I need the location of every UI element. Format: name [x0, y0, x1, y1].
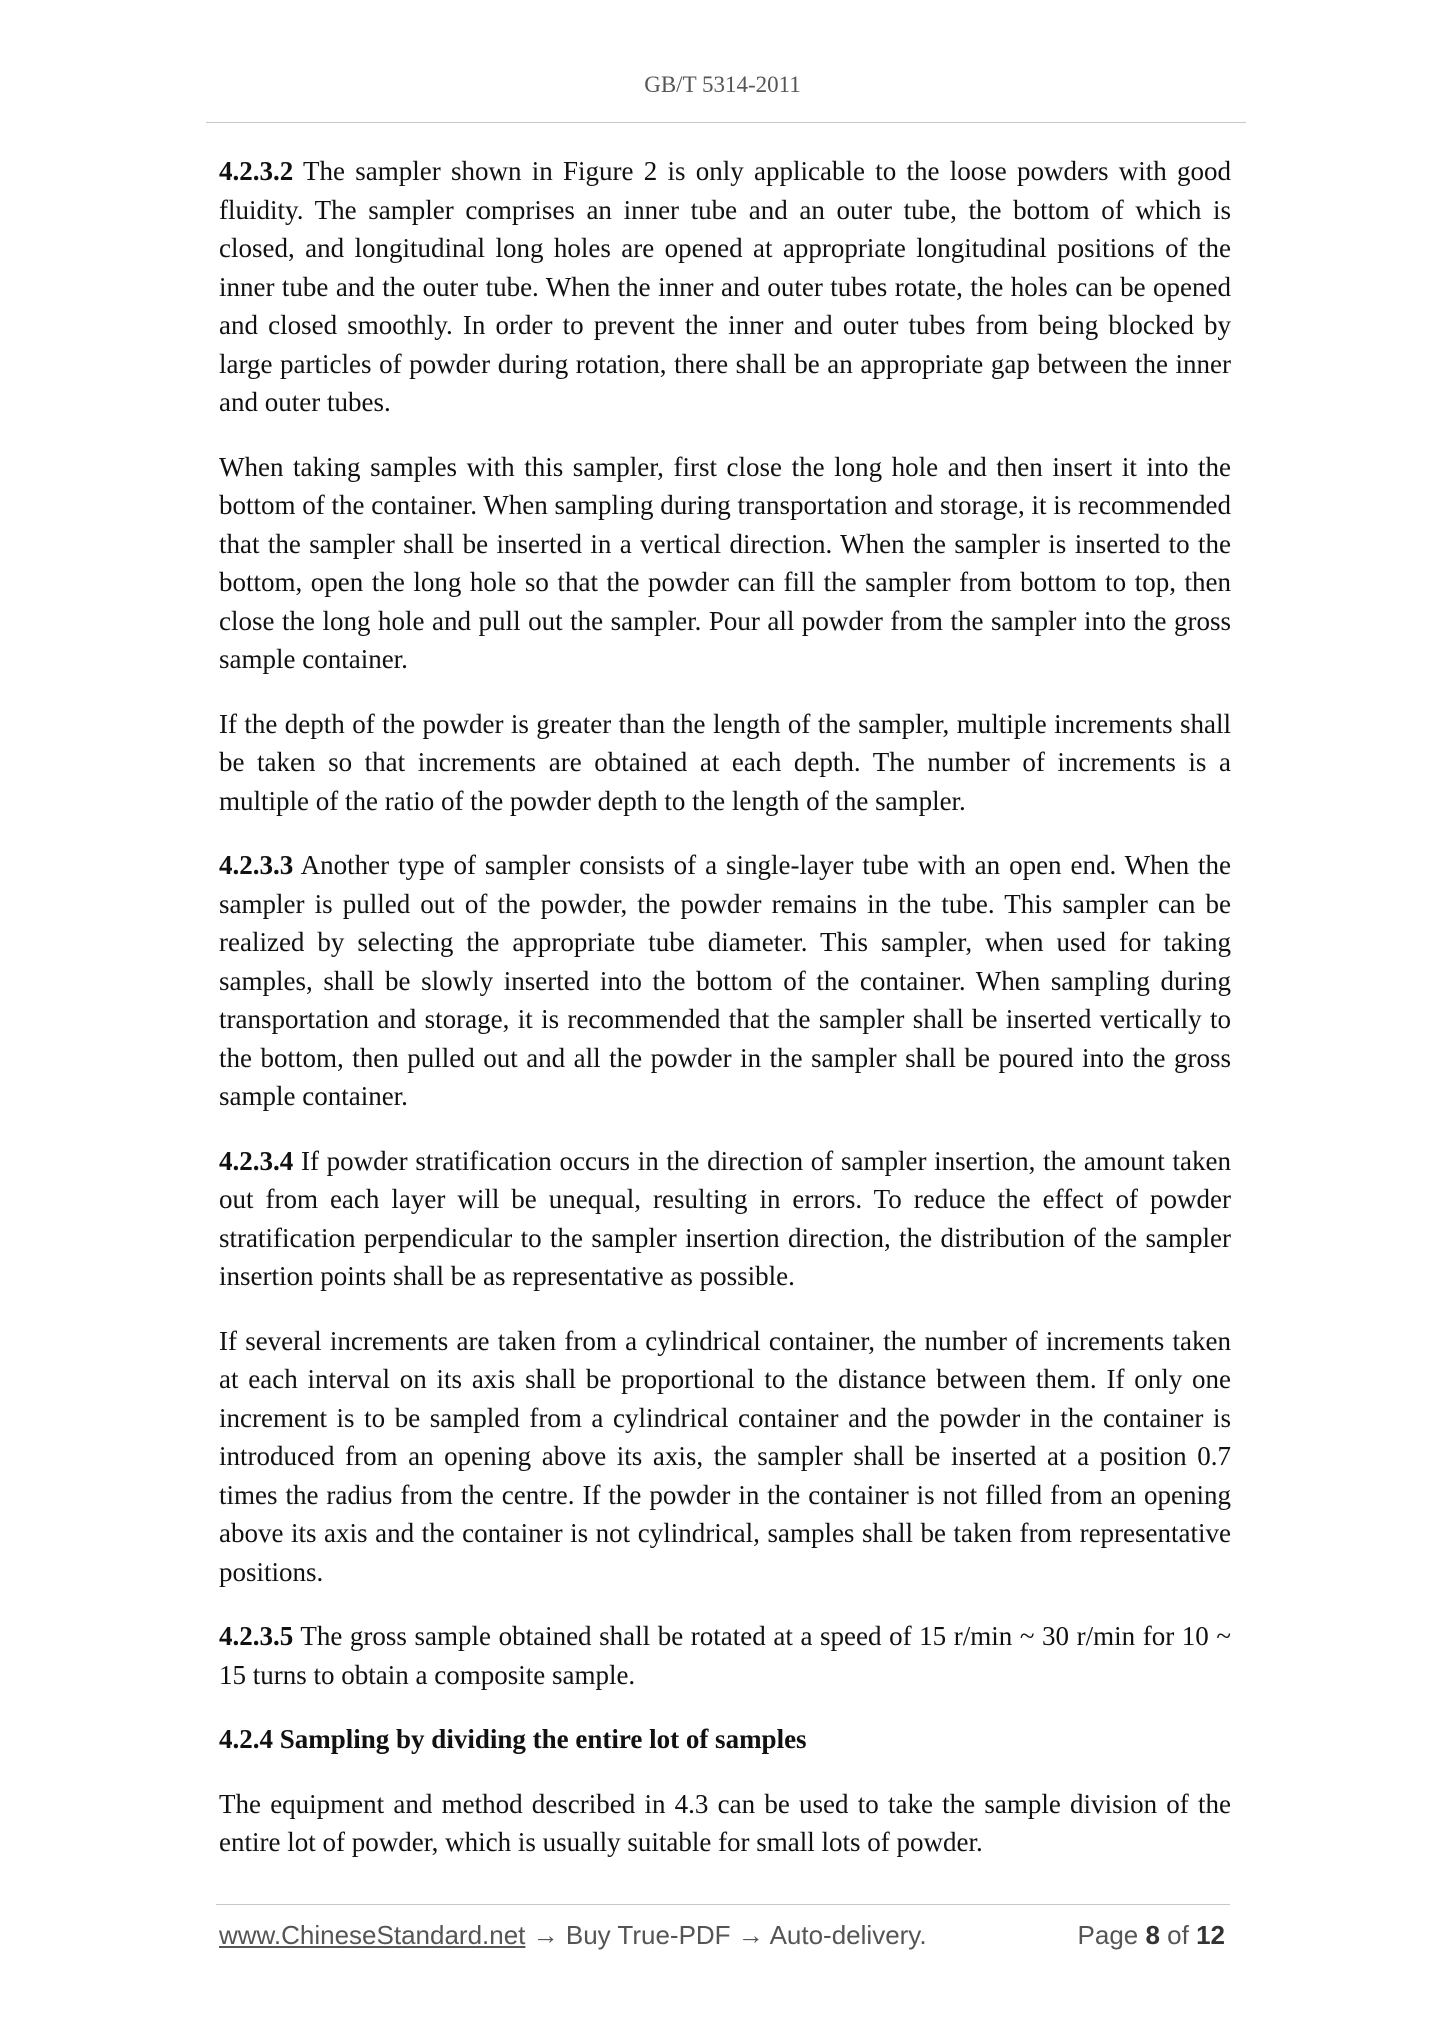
header-divider — [206, 122, 1246, 123]
paragraph-text: If several increments are taken from a cylindrical container, the number of increments taken at each interval on its axis shall be proportional to the distance between them. If only one increment is to be sampled from a cylindrical container and the powder in the container is introduced from an opening above its axis, the sampler shall be inserted at a position 0.7 times the radius from the centre. If the powder in the container is not filled from an opening above its axis and the container is not cylindrical, samples shall be taken from representative positions. — [219, 1325, 1231, 1587]
paragraph-text: If the depth of the powder is greater than the length of the sampler, multiple increments shall be taken so that increments are obtained at each depth. The number of increments is a multiple of the ratio of the powder depth to the length of the sampler. — [219, 708, 1231, 816]
clause-number: 4.2.3.2 — [219, 156, 294, 186]
clause-number: 4.2.3.4 — [219, 1145, 294, 1176]
document-id: GB/T 5314-2011 — [644, 72, 801, 97]
paragraph-text: When taking samples with this sampler, first close the long hole and then insert it into the bottom of the container. When sampling during transportation and storage, it is recommended that the sampler shall be inserted in a vertical direction. When the sampler is inserted to the bottom, open the long hole so that the powder can fill the sampler from bottom to top, then close the long hole and pull out the sampler. Pour all powder from the sampler into the gross sample container. — [219, 451, 1231, 674]
paragraph-text: If powder stratification occurs in the direction of sampler insertion, the amount taken out from each layer will be unequal, resulting in errors. To reduce the effect of powder stratification perpendicular to the sampler insertion direction, the distribution of the sampler insertion points shall be as representative as possible. — [219, 1145, 1231, 1291]
page-indicator — [1078, 1920, 1225, 1951]
paragraph-multiple-increments — [219, 705, 1231, 821]
footer-divider — [216, 1904, 1230, 1905]
paragraph-4-2-3-3 — [219, 846, 1231, 1116]
paragraph-text: The sampler shown in Figure 2 is only applicable to the loose powders with good fluidity. The sampler comprises an inner tube and an outer tube, the bottom of which is closed, and longitudinal long holes are opened at appropriate longitudinal positions of the inner tube and the outer tube. When the inner and outer tubes rotate, the holes can be opened and closed smoothly. In order to prevent the inner and outer tubes from being blocked by large particles of powder during rotation, there shall be an appropriate gap between the inner and outer tubes. — [219, 156, 1231, 417]
footer-promo — [219, 1920, 927, 1951]
page-label: Page — [1077, 1920, 1146, 1950]
footer-tagline: → Buy True-PDF → Auto-delivery. — [525, 1920, 927, 1950]
clause-number: 4.2.3.3 — [219, 850, 294, 880]
paragraph-4-2-3-4 — [219, 1142, 1231, 1296]
paragraph-sample-division: The equipment and method described in 4.3 can be used to take the sample division of the entire lot of powder, which is usually suitable for small lots of powder. — [219, 1788, 1231, 1857]
section-heading: 4.2.4 Sampling by dividing the entire lot of samples — [219, 1724, 807, 1754]
paragraph-4-2-3-5 — [219, 1617, 1231, 1694]
document-body — [219, 152, 1231, 1888]
paragraph-text: Another type of sampler consists of a single-layer tube with an open end. When the sampler is pulled out of the powder, the powder remains in the tube. This sampler can be realized by selecting the appropriate tube diameter. This sampler, when used for taking samples, shall be slowly inserted into the bottom of the container. When sampling during transportation and storage, it is recommended that the sampler shall be inserted vertically to the bottom, then pulled out and all the powder in the sampler shall be poured into the gross sample container. — [219, 850, 1231, 1111]
paragraph-cylindrical-container — [219, 1322, 1231, 1592]
paragraph-text: The gross sample obtained shall be rotated at a speed of 15 r/min ~ 30 r/min for 10 ~ 15 turns to obtain a composite sample. — [219, 1621, 1231, 1690]
total-pages: 12 — [1196, 1920, 1225, 1950]
of-label: of — [1159, 1920, 1197, 1950]
clause-number: 4.2.3.5 — [219, 1621, 294, 1651]
paragraph-4-2-3-2 — [219, 152, 1231, 422]
current-page-number: 8 — [1145, 1920, 1160, 1950]
website-link[interactable]: www.ChineseStandard.net — [219, 1920, 526, 1950]
document-header — [0, 72, 1445, 98]
paragraph-sampling-procedure — [219, 448, 1231, 679]
